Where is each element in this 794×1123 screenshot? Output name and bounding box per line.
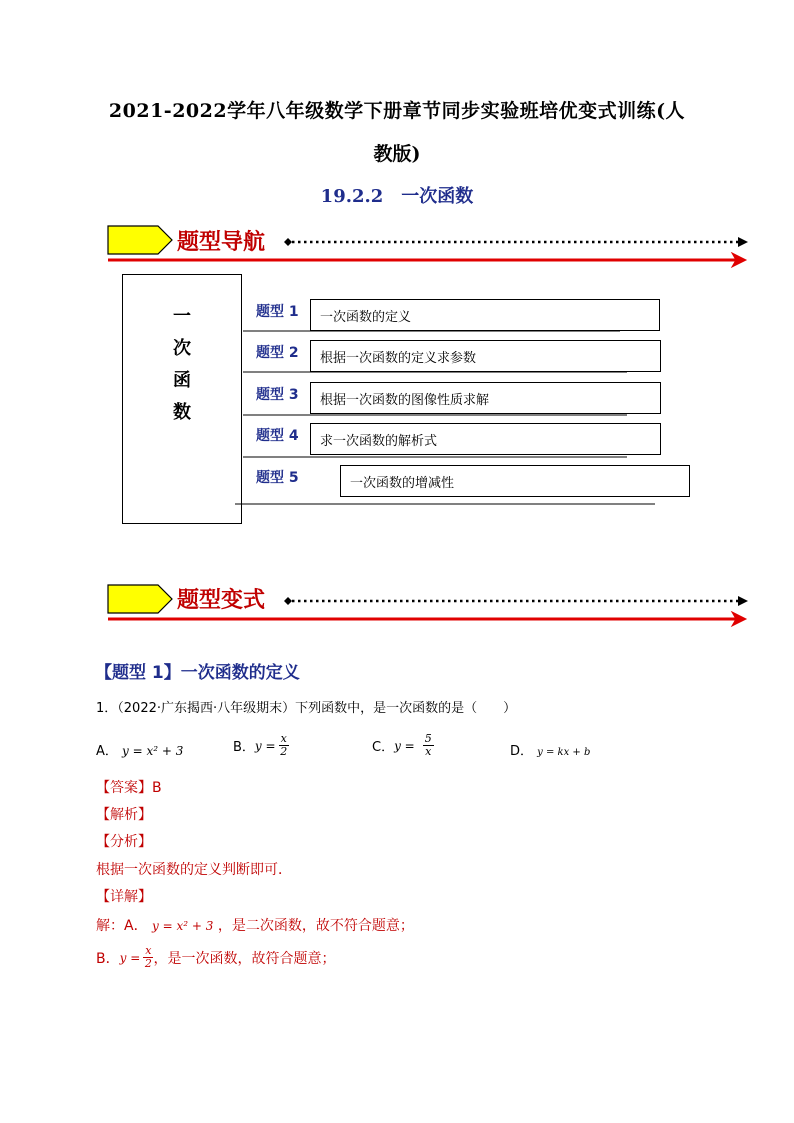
option-b-lhs: y = bbox=[254, 738, 276, 753]
nav-item-3[interactable]: 根据一次函数的图像性质求解 bbox=[310, 382, 661, 414]
solution-b-prefix: B． bbox=[96, 950, 120, 967]
diamond-icon bbox=[284, 238, 292, 246]
nav-item-2[interactable]: 根据一次函数的定义求参数 bbox=[310, 340, 661, 372]
option-c[interactable] bbox=[372, 733, 434, 758]
solution-line-b bbox=[96, 945, 335, 970]
option-d-label: D． bbox=[510, 744, 534, 759]
option-c-fraction bbox=[423, 733, 434, 758]
solution-b-fraction bbox=[143, 945, 153, 970]
topic-char: 次 bbox=[173, 338, 191, 359]
topic-char: 数 bbox=[173, 402, 191, 423]
topic-char: 函 bbox=[173, 370, 191, 391]
option-b-fraction bbox=[279, 733, 289, 758]
option-a[interactable] bbox=[96, 740, 183, 759]
nav-banner-label: 题型导航 bbox=[177, 230, 266, 255]
answer-line: 【答案】B bbox=[96, 780, 162, 796]
solution-a-suffix: ，是二次函数，故不符合题意； bbox=[217, 918, 414, 934]
solution-line-a bbox=[96, 915, 414, 935]
fraction-numerator: 5 bbox=[424, 732, 432, 745]
option-c-label: C． bbox=[372, 740, 395, 755]
option-c-lhs: y = bbox=[394, 738, 415, 753]
nav-item-5-label: 题型 5 bbox=[256, 470, 299, 486]
nav-item-1-label: 题型 1 bbox=[256, 304, 299, 320]
solution-a-math: y = x² + 3 bbox=[152, 919, 214, 933]
variant-banner-label: 题型变式 bbox=[177, 588, 266, 613]
section-heading: 【题型 1】一次函数的定义 bbox=[95, 663, 300, 683]
document-title: 2021-2022学年八年级数学下册章节同步实验班培优变式训练(人 bbox=[108, 100, 686, 122]
nav-item-4[interactable]: 求一次函数的解析式 bbox=[310, 423, 661, 455]
section-subtitle: 19.2.2 一次函数 bbox=[320, 186, 474, 207]
solution-a-prefix: 解：A． bbox=[96, 918, 148, 934]
fraction-numerator: x bbox=[280, 732, 287, 745]
nav-item-4-label: 题型 4 bbox=[256, 428, 299, 444]
option-a-math: y = x² + 3 bbox=[122, 744, 184, 758]
solution-b-lhs: y = bbox=[119, 950, 141, 965]
nav-item-5[interactable]: 一次函数的增减性 bbox=[340, 465, 690, 497]
fraction-denominator: 2 bbox=[280, 745, 288, 758]
option-d[interactable] bbox=[510, 740, 590, 759]
document-title-continued: 教版) bbox=[373, 143, 421, 165]
detail-label: 【详解】 bbox=[96, 889, 152, 905]
topic-char: 一 bbox=[173, 306, 191, 327]
yellow-tag-icon bbox=[108, 226, 172, 254]
dotted-arrowhead-icon bbox=[738, 237, 748, 247]
solution-b-suffix: ，是一次函数，故符合题意； bbox=[153, 950, 336, 967]
nav-item-1[interactable]: 一次函数的定义 bbox=[310, 299, 660, 331]
analysis-label: 【解析】 bbox=[96, 807, 152, 823]
question-stem: 1．（2022·广东揭西·八年级期末）下列函数中，是一次函数的是（ ） bbox=[96, 701, 517, 716]
option-d-math: y = kx + b bbox=[537, 747, 591, 758]
fraction-denominator: x bbox=[425, 745, 432, 758]
nav-item-2-label: 题型 2 bbox=[256, 345, 299, 361]
dotted-arrowhead-icon bbox=[738, 596, 748, 606]
yellow-tag-icon bbox=[108, 585, 172, 613]
topic-label-vertical bbox=[167, 302, 197, 424]
fraction-numerator: x bbox=[145, 944, 152, 957]
fenxi-text: 根据一次函数的定义判断即可． bbox=[96, 862, 292, 878]
nav-item-3-label: 题型 3 bbox=[256, 387, 299, 403]
fenxi-label: 【分析】 bbox=[96, 834, 152, 850]
option-a-label: A． bbox=[96, 744, 118, 759]
diamond-icon bbox=[284, 597, 292, 605]
option-b[interactable] bbox=[233, 733, 289, 758]
option-b-label: B． bbox=[233, 740, 255, 755]
fraction-denominator: 2 bbox=[144, 957, 152, 970]
